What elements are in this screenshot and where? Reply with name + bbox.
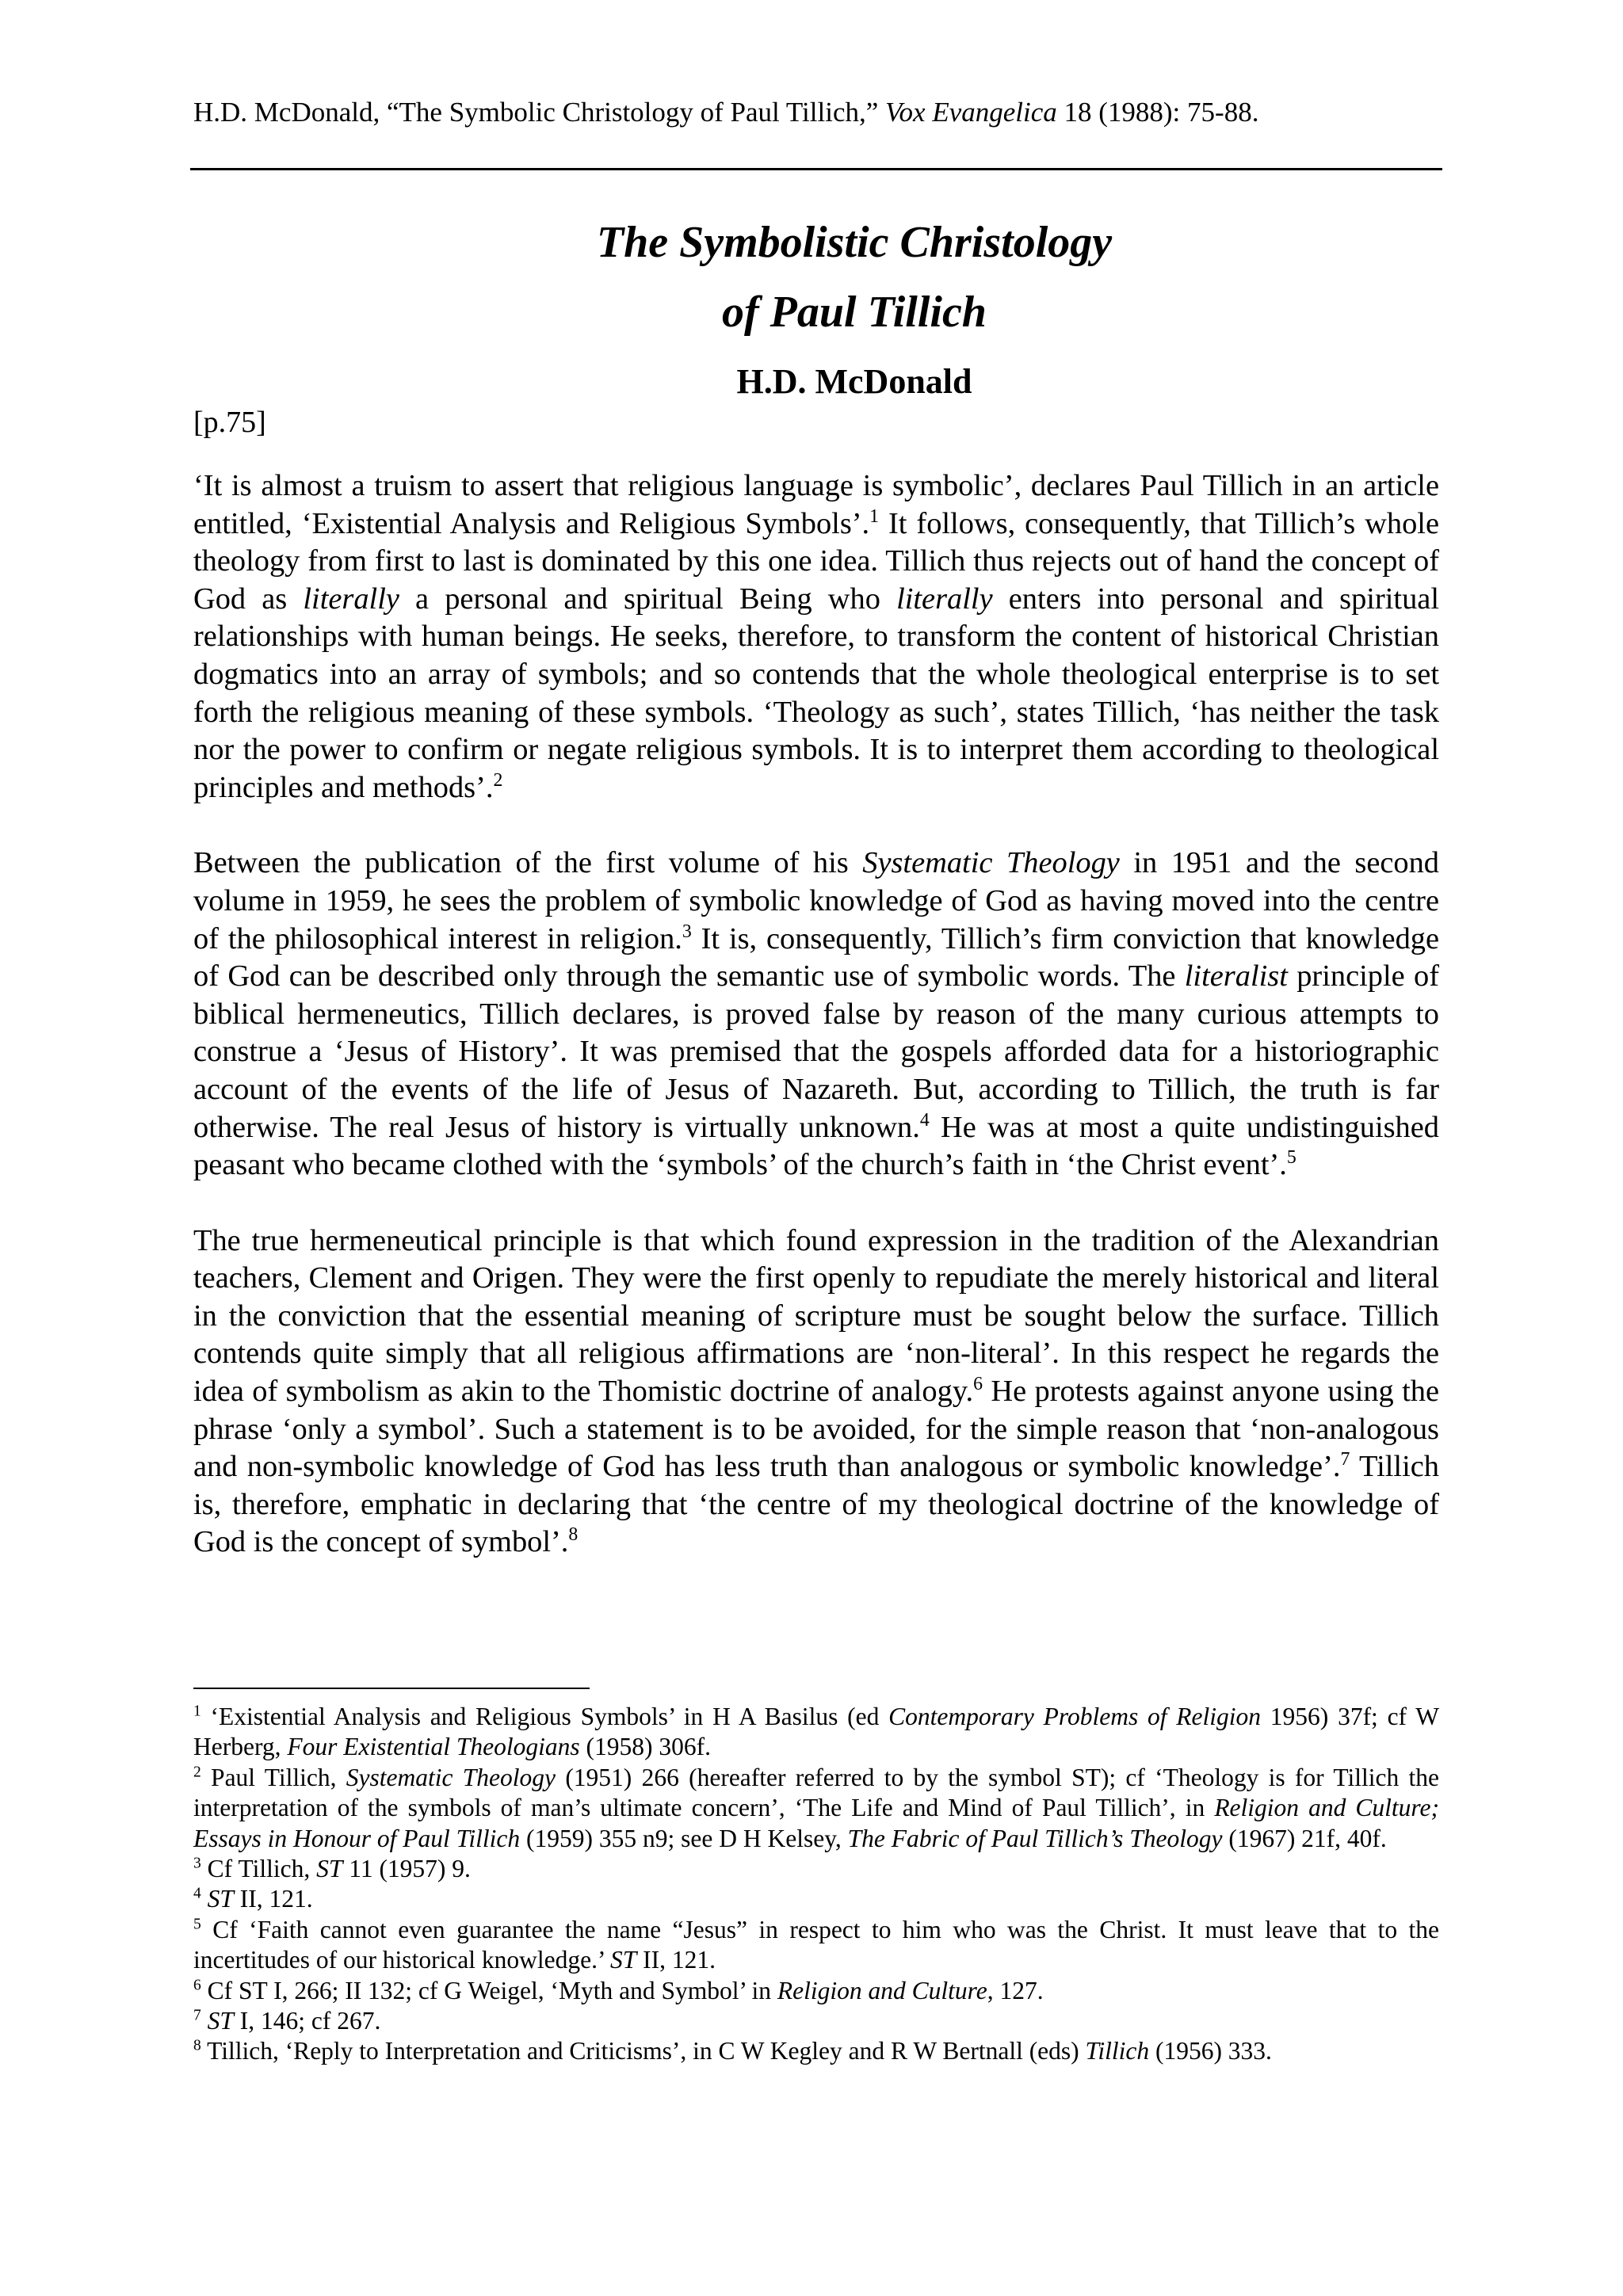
book-title: Four Existential Theologians bbox=[287, 1733, 580, 1761]
footnote-number: 2 bbox=[193, 1764, 201, 1781]
book-title: Contemporary Problems of Religion bbox=[888, 1703, 1262, 1730]
book-title: ST bbox=[207, 2007, 234, 2035]
footnote-text: (1956) 333. bbox=[1149, 2037, 1272, 2065]
footnotes bbox=[193, 1702, 1439, 2067]
footnote-number: 6 bbox=[193, 1977, 201, 1994]
footnote-text: II, 121. bbox=[636, 1946, 716, 1974]
footnote-number: 4 bbox=[193, 1885, 201, 1902]
footnote-ref[interactable]: 4 bbox=[919, 1109, 930, 1131]
author-name: H.D. McDonald bbox=[736, 362, 972, 401]
header-volume: 18 (1988): 75-88. bbox=[1056, 97, 1259, 128]
paragraph-text: enters into personal and spiritual relationships with human beings. He seeks, therefore, to transform the content of historical Christian dogmatics into an array of symbols; and so contends that the whole theological enterprise is to set forth the religious meaning of these symbols. ‘Theology as such’, states Tillich, ‘has neither the task nor the power to confirm or negate religious symbols. It is to interpret them according to theological principles and methods’. bbox=[193, 582, 1439, 804]
paragraph-text: in 1951 and the second volume in 1959, he sees the problem of symbolic knowledge of God as having moved into the centre of the philosophical interest in religion. bbox=[193, 846, 1439, 955]
footnote-ref[interactable]: 1 bbox=[869, 505, 880, 527]
article-title bbox=[190, 208, 1442, 347]
paragraph-3 bbox=[193, 1222, 1439, 1562]
footnote-text: (1958) 306f. bbox=[579, 1733, 711, 1761]
footnote-3 bbox=[193, 1854, 1439, 1884]
paragraph-text: Tillich is, therefore, emphatic in declaring that ‘the centre of my theological doctrine of the knowledge of God is the concept of symbol’. bbox=[193, 1450, 1439, 1559]
book-title: ST bbox=[610, 1946, 637, 1974]
paragraph-text: ‘It is almost a truism to assert that religious language is symbolic’, declares Paul Tillich in an article entitled, ‘Existential Analysis and Religious Symbols’. bbox=[193, 469, 1439, 540]
footnote-number: 3 bbox=[193, 1855, 201, 1872]
book-title: ST bbox=[207, 1885, 234, 1913]
footnote-text: (1951) 266 (hereafter referred to by the symbol ST); cf ‘Theology is for Tillich the interpretation of the symbols of man’s ultimate concern’, ‘The Life and Mind of Paul Tillich’, in bbox=[193, 1763, 1439, 1822]
footnote-text: 1956) 37f; cf W Herberg, bbox=[193, 1703, 1439, 1761]
book-title: Religion and Culture bbox=[777, 1976, 987, 2004]
footnote-ref[interactable]: 8 bbox=[568, 1524, 579, 1546]
footnote-ref[interactable]: 6 bbox=[973, 1374, 983, 1395]
paragraph-text: It follows, consequently, that Tillich’s whole theology from first to last is dominated by this one idea. Tillich thus rejects out of hand the concept of God as bbox=[193, 506, 1439, 616]
page-marker: [p.75] bbox=[193, 406, 266, 439]
paragraph-text: principle of biblical hermeneutics, Tillich declares, is proved false by reason of the many curious attempts to construe a ‘Jesus of History’. It was premised that the gospels afforded data for a historiographic account of the events of the life of Jesus of Nazareth. But, according to Tillich, the truth is far otherwise. The real Jesus of history is virtually unknown. bbox=[193, 959, 1439, 1144]
header-citation: H.D. McDonald, “The Symbolic Christology of Paul Tillich,” bbox=[193, 97, 886, 128]
emphasis-text: literalist bbox=[1184, 959, 1288, 994]
running-header bbox=[193, 95, 1445, 130]
footnote-6 bbox=[193, 1976, 1439, 2006]
footnote-text: ‘Existential Analysis and Religious Symbols’ in H A Basilus (ed bbox=[200, 1703, 889, 1730]
emphasis-text: literally bbox=[303, 582, 399, 616]
footnote-8 bbox=[193, 2036, 1439, 2066]
footnote-ref[interactable]: 3 bbox=[682, 921, 692, 942]
paragraph-text: a personal and spiritual Being who bbox=[399, 582, 897, 616]
footnote-text: (1959) 355 n9; see D H Kelsey, bbox=[520, 1824, 848, 1852]
footnote-4 bbox=[193, 1884, 1439, 1914]
footnote-text bbox=[201, 2007, 208, 2035]
footnote-1 bbox=[193, 1702, 1439, 1763]
paragraph-text: Between the publication of the first volume of his bbox=[193, 846, 863, 880]
footnote-text: II, 121. bbox=[233, 1885, 313, 1913]
footnote-text: I, 146; cf 267. bbox=[233, 2007, 381, 2035]
footnote-text: Cf Tillich, bbox=[200, 1855, 317, 1883]
article-body bbox=[193, 467, 1439, 1600]
paragraph-text: He protests against anyone using the phrase ‘only a symbol’. Such a statement is to be avoided, for the simple reason that ‘non-analogous and non-symbolic knowledge of God has less truth than analogous or symbolic knowledge’. bbox=[193, 1375, 1439, 1484]
footnote-number: 7 bbox=[193, 2007, 201, 2024]
footnote-text: , 127. bbox=[987, 1976, 1044, 2004]
footnote-number: 5 bbox=[193, 1916, 201, 1933]
book-title: The Fabric of Paul Tillich’s Theology bbox=[847, 1824, 1223, 1852]
footnote-text: Cf ‘Faith cannot even guarantee the name “Jesus” in respect to him who was the Christ. It must leave that to the incertitudes of our historical knowledge.’ bbox=[193, 1915, 1439, 1974]
footnote-7 bbox=[193, 2006, 1439, 2036]
footnote-text: Paul Tillich, bbox=[200, 1763, 346, 1791]
footnote-text: (1967) 21f, 40f. bbox=[1222, 1824, 1387, 1852]
footnote-number: 8 bbox=[193, 2037, 201, 2054]
paragraph-text: It is, consequently, Tillich’s firm conviction that knowledge of God can be described only through the semantic use of symbolic words. The bbox=[193, 921, 1439, 994]
footnote-text: 11 (1957) 9. bbox=[342, 1855, 471, 1883]
article-author bbox=[190, 358, 1442, 406]
title-line-2: of Paul Tillich bbox=[722, 288, 987, 337]
book-title: Systematic Theology bbox=[346, 1763, 556, 1791]
footnote-text: Cf ST I, 266; II 132; cf G Weigel, ‘Myth and Symbol’ in bbox=[200, 1976, 777, 2004]
book-title: ST bbox=[316, 1855, 343, 1883]
footnote-ref[interactable]: 7 bbox=[1340, 1449, 1350, 1470]
footnote-ref[interactable]: 2 bbox=[493, 769, 503, 791]
header-divider bbox=[190, 168, 1442, 170]
paragraph-2 bbox=[193, 845, 1439, 1184]
footnote-text: Tillich, ‘Reply to Interpretation and Criticisms’, in C W Kegley and R W Bertnall (eds) bbox=[200, 2037, 1086, 2065]
book-title: Tillich bbox=[1085, 2037, 1150, 2065]
footnote-5 bbox=[193, 1915, 1439, 1976]
header-journal: Vox Evangelica bbox=[885, 97, 1057, 128]
book-title: Systematic Theology bbox=[862, 846, 1120, 880]
footnote-text bbox=[201, 1885, 208, 1913]
title-line-1: The Symbolistic Christology bbox=[596, 218, 1113, 267]
footnote-2 bbox=[193, 1763, 1439, 1854]
paragraph-text: The true hermeneutical principle is that which found expression in the tradition of the Alexandrian teachers, Clement and Origen. They were the first openly to repudiate the merely historical and literal in the conviction that the essential meaning of scripture must be sought below the surface. Tillich contends quite simply that all religious affirmations are ‘non-literal’. In this respect he regards the idea of symbolism as akin to the Thomistic doctrine of analogy. bbox=[193, 1223, 1439, 1409]
footnote-ref[interactable]: 5 bbox=[1286, 1147, 1296, 1169]
footnote-number: 1 bbox=[193, 1703, 201, 1720]
emphasis-text: literally bbox=[896, 582, 993, 616]
paragraph-1 bbox=[193, 467, 1439, 807]
book-title: Religion and Culture; Essays in Honour of Paul Tillich bbox=[193, 1794, 1439, 1852]
paragraph-text: He was at most a quite undistinguished peasant who became clothed with the ‘symbols’ of the church’s faith in ‘the Christ event’. bbox=[193, 1110, 1439, 1182]
footnote-divider bbox=[193, 1688, 590, 1689]
